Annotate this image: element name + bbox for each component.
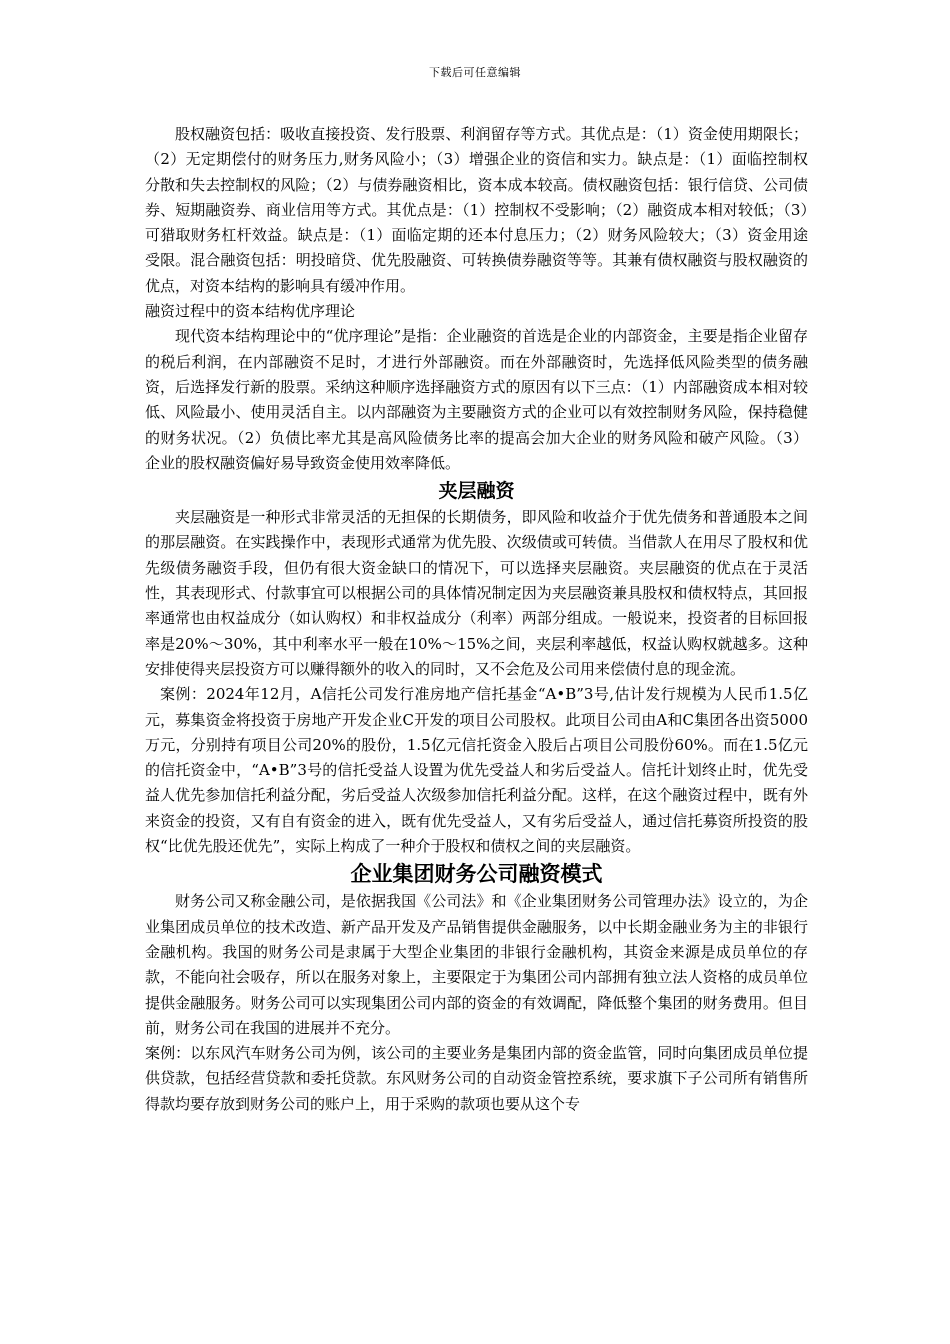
mezzanine-case-paragraph: 案例：2024年12月，A信托公司发行准房地产信托基金“A•B”3号,估计发行规模为人民币1.5亿元，募集资金将投资于房地产开发企业C开发的项目公司股权。此项目公司由A和C集团各出资5000万元，分别持有项目公司20%的股份，1.5亿元信托资金入股后占项目公司股份60%。而在1.5亿元的信托资金中，“A•B”3号的信托受益人设置为优先受益人和劣后受益人。信托计划终止时，优先受益人优先参加信托利益分配，劣后受益人次级参加信托利益分配。这样，在这个融资过程中，既有外来资金的投资，又有自有资金的进入，既有优先受益人，又有劣后受益人，通过信托募资所投资的股权“比优先股还优先”，实际上构成了一种介于股权和债权之间的夹层融资。 [145, 685, 808, 856]
pecking-order-paragraph: 现代资本结构理论中的“优序理论”是指：企业融资的首选是企业的内部资金，主要是指企业留存的税后利润，在内部融资不足时，才进行外部融资。而在外部融资时，先选择低风险类型的债务融资，后选择发行新的股票。采纳这种顺序选择融资方式的原因有以下三点：（1）内部融资成本相对较低、风险最小、使用灵活自主。以内部融资为主要融资方式的企业可以有效控制财务风险，保持稳健的财务状况。（2）负债比率尤其是高风险债务比率的提高会加大企业的财务风险和破产风险。（3）企业的股权融资偏好易导致资金使用效率降低。 [145, 327, 808, 472]
finance-company-heading: 企业集团财务公司融资模式 [350, 862, 603, 887]
page-header: 下载后可任意编辑 [429, 66, 521, 79]
mezzanine-financing-heading: 夹层融资 [438, 480, 515, 503]
equity-debt-financing-paragraph: 股权融资包括：吸收直接投资、发行股票、利润留存等方式。其优点是：（1）资金使用期限长；（2）无定期偿付的财务压力,财务风险小；（3）增强企业的资信和实力。缺点是：（1）面临控制权分散和失去控制权的风险；（2）与债券融资相比，资本成本较高。债权融资包括：银行信贷、公司债券、短期融资券、商业信用等方式。其优点是：（1）控制权不受影响；（2）融资成本相对较低；（3）可猎取财务杠杆效益。缺点是：（1）面临定期的还本付息压力；（2）财务风险较大；（3）资金用途受限。混合融资包括：明投暗贷、优先股融资、可转换债券融资等等。其兼有债权融资与股权融资的优点，对资本结构的影响具有缓冲作用。 [145, 125, 808, 295]
mezzanine-financing-paragraph: 夹层融资是一种形式非常灵活的无担保的长期债务，即风险和收益介于优先债务和普通股本之间的那层融资。在实践操作中，表现形式通常为优先股、次级债或可转债。当借款人在用尽了股权和优先级债务融资手段，但仍有很大资金缺口的情况下，可以选择夹层融资。夹层融资的优点在于灵活性，其表现形式、付款事宜可以根据公司的具体情况制定因为夹层融资兼具股权和债权特点，其回报率通常也由权益成分（如认购权）和非权益成分（利率）两部分组成。一般说来，投资者的目标回报率是20%～30%，其中利率水平一般在10%～15%之间，夹层利率越低，权益认购权就越多。这种安排使得夹层投资方可以赚得额外的收入的同时，又不会危及公司用来偿债付息的现金流。 [145, 508, 808, 678]
document-body [145, 122, 808, 1117]
pecking-order-subheading: 融资过程中的资本结构优序理论 [145, 302, 356, 321]
dongfeng-case-paragraph: 案例：以东风汽车财务公司为例，该公司的主要业务是集团内部的资金监管，同时向集团成员单位提供贷款，包括经营贷款和委托贷款。东风财务公司的自动资金管控系统，要求旗下子公司所有销售所得款均要存放到财务公司的账户上，用于采购的款项也要从这个专 [145, 1044, 808, 1113]
finance-company-paragraph: 财务公司又称金融公司，是依据我国《公司法》和《企业集团财务公司管理办法》设立的，为企业集团成员单位的技术改造、新产品开发及产品销售提供金融服务，以中长期金融业务为主的非银行金融机构。我国的财务公司是隶属于大型企业集团的非银行金融机构，其资金来源是成员单位的存款，不能向社会吸存，所以在服务对象上，主要限定于为集团公司内部拥有独立法人资格的成员单位提供金融服务。财务公司可以实现集团公司内部的资金的有效调配，降低整个集团的财务费用。但目前，财务公司在我国的进展并不充分。 [145, 892, 808, 1037]
